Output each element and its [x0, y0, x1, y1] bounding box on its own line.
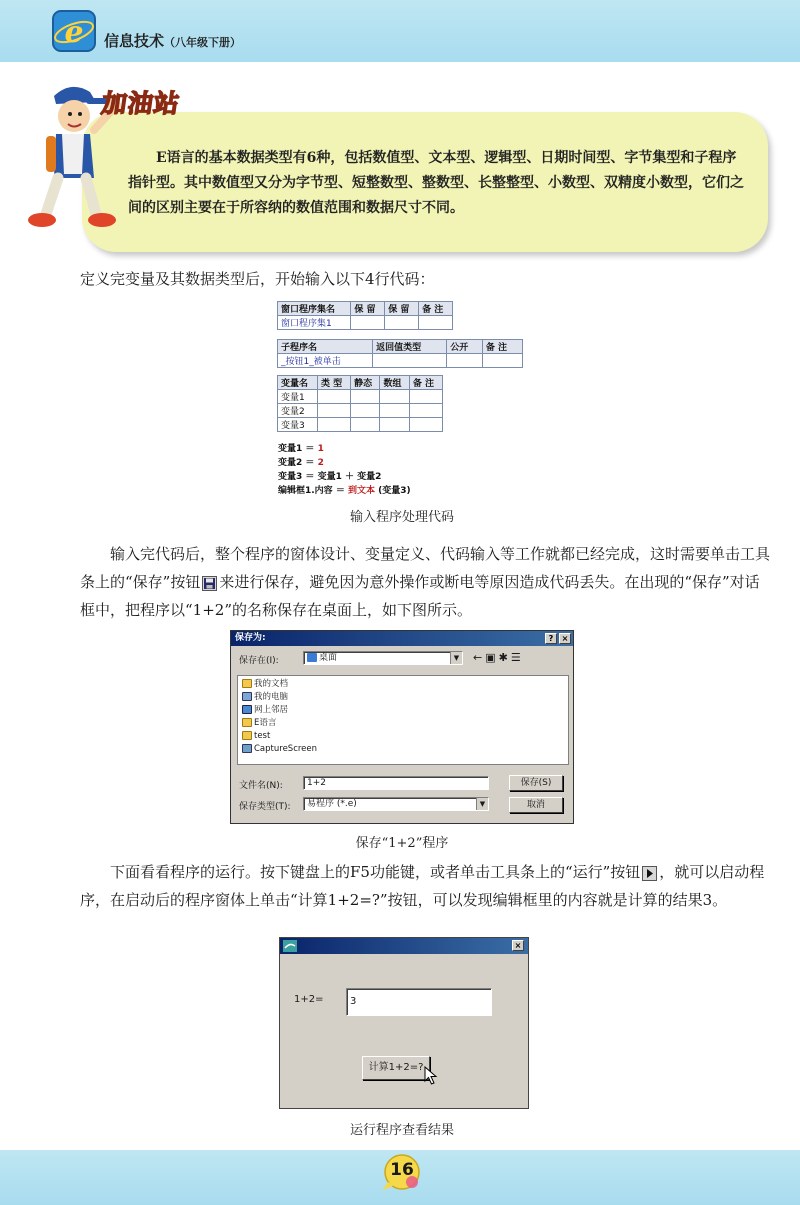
table-variables [277, 375, 443, 432]
filetype-select[interactable]: 易程序 (*.e) ▼ [303, 797, 489, 811]
table-cell [409, 404, 442, 418]
table-cell [380, 418, 409, 432]
table-header-cell: 变量名 [278, 376, 318, 390]
run-toolbar-icon [642, 866, 657, 881]
save-dialog-titlebar [231, 631, 573, 646]
chevron-down-icon: ▼ [450, 652, 462, 664]
view-menu-icon[interactable]: ☰ [510, 651, 524, 664]
folder-icon [242, 679, 252, 688]
code-line-1: 变量1 ＝ 1 [278, 444, 324, 454]
table-header-cell: 返回值类型 [373, 340, 447, 354]
file-list[interactable] [237, 675, 569, 765]
desktop-icon [307, 653, 317, 662]
result-edit-box[interactable]: 3 [346, 988, 492, 1016]
save-button[interactable]: 保存(S) [509, 775, 563, 791]
list-item[interactable]: 我的文档 [242, 678, 288, 690]
paragraph-intro: 定义完变量及其数据类型后，开始输入以下4行代码： [80, 270, 435, 288]
page-number: 16 [390, 1160, 414, 1180]
list-item[interactable]: E语言 [242, 717, 276, 729]
table-header-cell: 公开 [447, 340, 483, 354]
table-header-cell: 窗口程序集名 [278, 302, 351, 316]
table-header-cell: 静态 [351, 376, 380, 390]
dialog-toolbar [473, 651, 524, 664]
calculate-button[interactable]: 计算1+2=? [362, 1056, 430, 1080]
book-grade: （八年级下册） [164, 36, 242, 49]
table-header-cell: 子程序名 [278, 340, 373, 354]
save-toolbar-icon [202, 576, 217, 591]
ie-logo-icon [50, 8, 98, 54]
tip-title: 加油站 [99, 89, 182, 118]
save-dialog-title: 保存为: [235, 633, 266, 643]
table-cell [380, 390, 409, 404]
list-item[interactable]: test [242, 730, 270, 742]
table-cell: 变量2 [278, 404, 318, 418]
help-button[interactable]: ? [545, 633, 557, 644]
mouse-cursor-icon [424, 1066, 438, 1086]
table-cell [380, 404, 409, 418]
table-header-cell: 备 注 [409, 376, 442, 390]
cancel-button[interactable]: 取消 [509, 797, 563, 813]
table-cell [419, 316, 453, 330]
list-item[interactable]: CaptureScreen [242, 743, 317, 755]
filename-input[interactable]: 1+2 [303, 776, 489, 790]
code-line-4: 编辑框1.内容 ＝ 到文本 (变量3) [278, 486, 411, 496]
table-cell [351, 404, 380, 418]
table-header-cell: 备 注 [482, 340, 522, 354]
code-line-2: 变量2 ＝ 2 [278, 458, 324, 468]
app-icon [283, 940, 297, 952]
code-line-3: 变量3 ＝ 变量1 ＋ 变量2 [278, 472, 382, 482]
network-icon [242, 705, 252, 714]
result-label: 1+2= [294, 994, 324, 1005]
table-header-cell: 类 型 [317, 376, 350, 390]
close-button[interactable]: × [559, 633, 571, 644]
table-subroutine [277, 339, 523, 368]
table-cell [482, 354, 522, 368]
table-cell [385, 316, 419, 330]
table-cell [447, 354, 483, 368]
list-item[interactable]: 我的电脑 [242, 691, 288, 703]
list-item[interactable]: 网上邻居 [242, 704, 288, 716]
table-header-cell: 备 注 [419, 302, 453, 316]
close-button[interactable]: × [512, 940, 524, 951]
table-cell [317, 418, 350, 432]
chevron-down-icon: ▼ [476, 798, 488, 810]
tip-text: E语言的基本数据类型有6种，包括数值型、文本型、逻辑型、日期时间型、字节集型和子程序指针型。其中数值型又分为字节型、短整数型、整数型、长整整型、小数型、双精度小数型，它们之间的区别主要在于所容纳的数值范围和数据尺寸不同。 [128, 150, 744, 216]
table-header-cell: 保 留 [351, 302, 385, 316]
folder-icon [242, 718, 252, 727]
table-cell: 窗口程序集1 [278, 316, 351, 330]
save-in-label: 保存在(I): [239, 656, 279, 666]
run-window [279, 937, 529, 1109]
folder-icon [242, 731, 252, 740]
computer-icon [242, 692, 252, 701]
table-cell [409, 418, 442, 432]
table-cell [409, 390, 442, 404]
paragraph-run: 下面看看程序的运行。按下键盘上的F5功能键，或者单击工具条上的“运行”按钮 ，就可以启动程序，在启动后的程序窗体上单击“计算1+2=?”按钮，可以发现编辑框里的内容就是计算的结果3。 [80, 863, 765, 909]
table-cell [351, 316, 385, 330]
run-window-titlebar [280, 938, 528, 954]
capture-app-icon [242, 744, 252, 753]
code-figure [277, 301, 535, 497]
table-cell [317, 404, 350, 418]
table-cell [351, 418, 380, 432]
up-folder-icon[interactable]: ▣ [485, 651, 499, 664]
table-cell [351, 390, 380, 404]
caption-run-window: 运行程序查看结果 [349, 1123, 454, 1138]
table-cell [317, 390, 350, 404]
caption-save-dialog: 保存“1+2”程序 [355, 836, 449, 851]
save-dialog [230, 630, 574, 824]
back-icon[interactable]: ← [473, 651, 486, 664]
table-cell: 变量1 [278, 390, 318, 404]
filetype-label: 保存类型(T): [239, 802, 291, 812]
filename-label: 文件名(N): [239, 781, 283, 791]
table-program-set [277, 301, 453, 330]
save-in-select[interactable]: 桌面 ▼ [303, 651, 463, 665]
svg-text:e: e [64, 15, 84, 50]
table-cell: _按钮1_被单击 [278, 354, 373, 368]
table-header-cell: 数组 [380, 376, 409, 390]
caption-code-figure: 输入程序处理代码 [349, 510, 454, 525]
new-folder-icon[interactable]: ✱ [498, 651, 511, 664]
paragraph-save: 输入完代码后，整个程序的窗体设计、变量定义、代码输入等工作就都已经完成，这时需要单击工具条上的“保存”按钮 来进行保存，避免因为意外操作或断电等原因造成代码丢失。在出现的“保存”对话框中，把程序以“1+2”的名称保存在桌面上，如下图所示。 [80, 545, 771, 619]
table-cell: 变量3 [278, 418, 318, 432]
table-cell [373, 354, 447, 368]
table-header-cell: 保 留 [385, 302, 419, 316]
book-title: 信息技术（八年级下册） [104, 32, 242, 50]
